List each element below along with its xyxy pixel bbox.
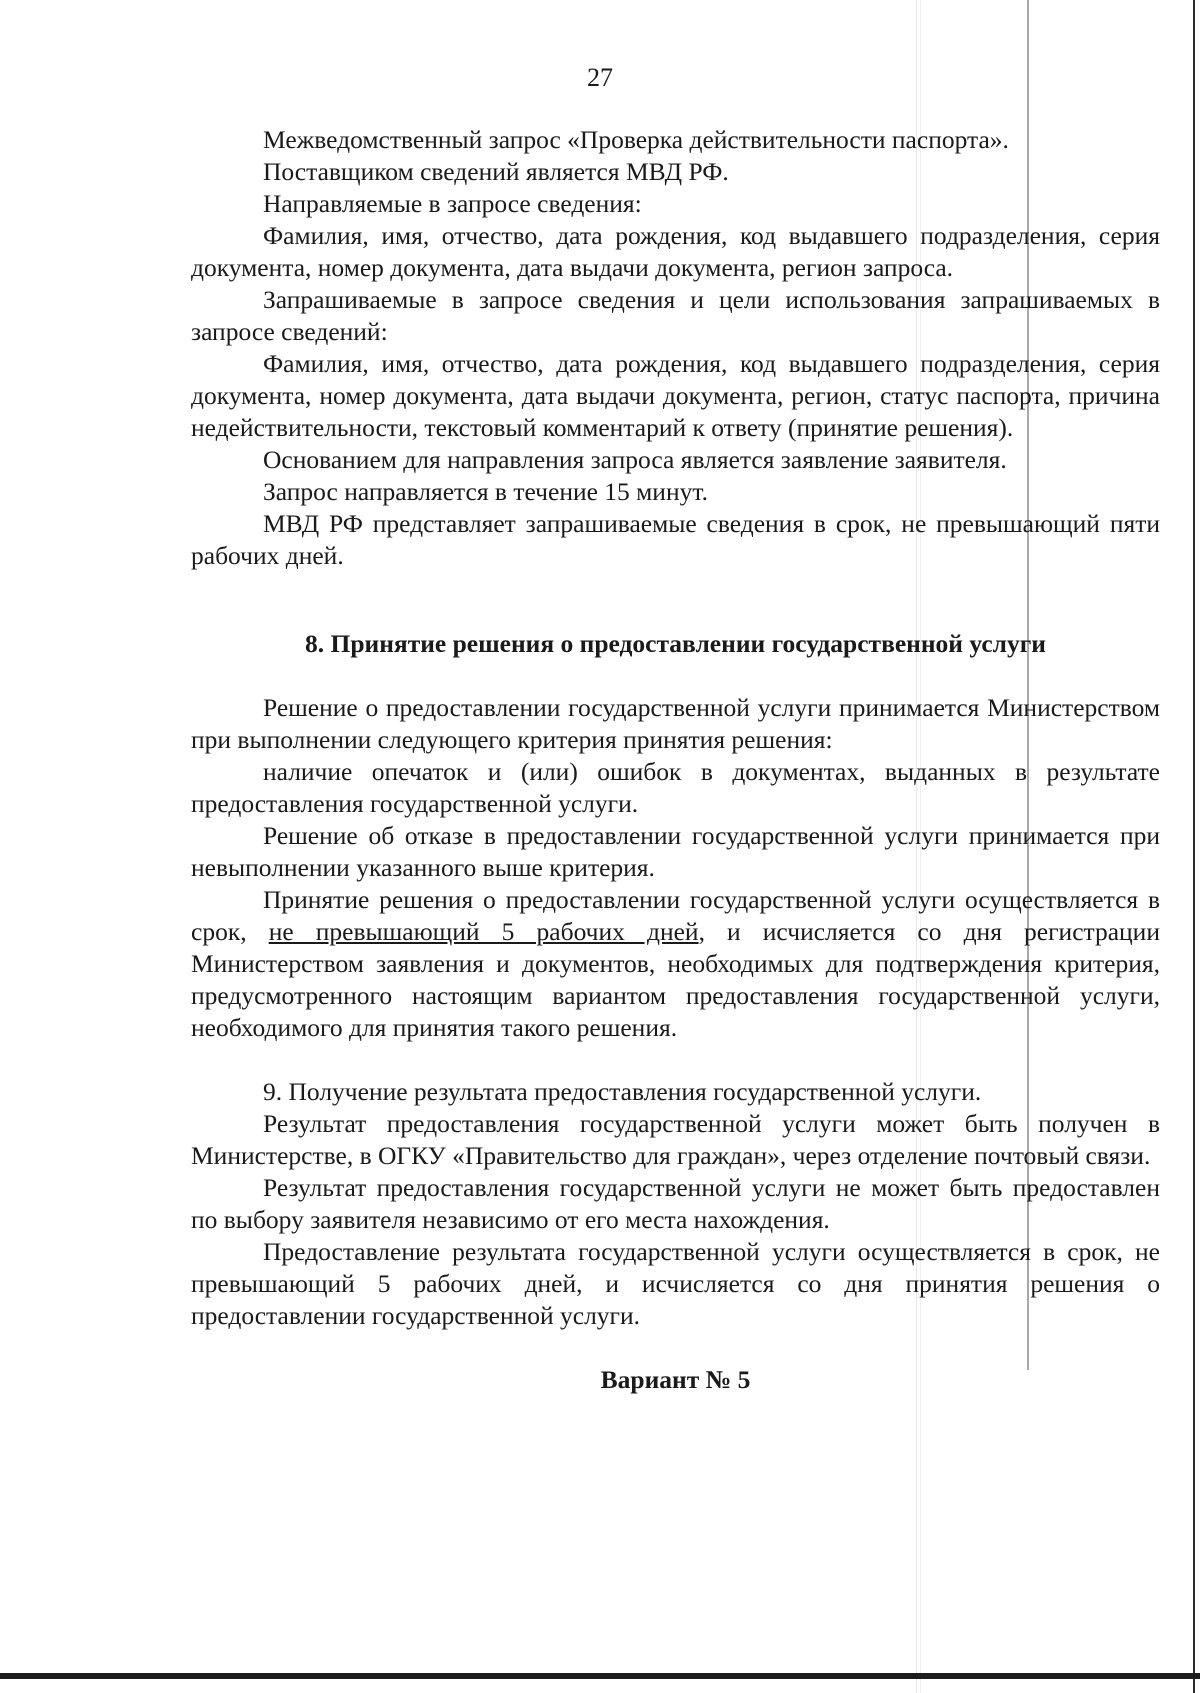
paragraph: Фамилия, имя, отчество, дата рождения, код выдавшего подразделения, серия документа, номер документа, дата выдачи документа, регион запроса. [191,221,1160,282]
spacer [191,660,1160,692]
paragraph: МВД РФ представляет запрашиваемые сведения в срок, не превышающий пяти рабочих дней. [191,509,1160,570]
spacer [191,572,1160,628]
paragraph: Направляемые в запросе сведения: [263,189,642,218]
section-9-heading: 9. Получение результата предоставления государственной услуги. [263,1077,982,1106]
spacer [191,1044,1160,1076]
paragraph: Запрашиваемые в запросе сведения и цели использования запрашиваемых в запросе сведений: [191,285,1160,346]
paragraph: Основанием для направления запроса является заявление заявителя. [263,445,1007,474]
term-text-after: , и исчисляется со дня регистрации Министерством заявления и документов, необходимых для подтверждения критерия, предусмотренного настоящим вариантом предоставления государственной услуги, необходимого для принятия такого решения. [191,917,1160,1042]
term-underlined: не превышающий 5 рабочих дней [268,917,699,946]
paragraph: Фамилия, имя, отчество, дата рождения, код выдавшего подразделения, серия документа, номер документа, дата выдачи документа, регион, статус паспорта, причина недействительности, текстовый комментарий к ответу (принятие решения). [191,349,1160,442]
page-edge [0,1673,1200,1679]
spacer [191,1332,1160,1364]
paragraph: Предоставление результата государственной услуги осуществляется в срок, не превышающий 5 рабочих дней, и исчисляется со дня принятия решения о предоставлении государственной услуги. [191,1237,1160,1330]
paragraph: Результат предоставления государственной услуги не может быть предоставлен по выбору заявителя независимо от его места нахождения. [191,1173,1160,1234]
paragraph: наличие опечаток и (или) ошибок в документах, выданных в результате предоставления государственной услуги. [191,757,1160,818]
paragraph: Результат предоставления государственной услуги может быть получен в Министерстве, в ОГКУ «Правительство для граждан», через отделение почтовый связи. [191,1109,1160,1170]
variant-heading: Вариант № 5 [600,1365,751,1394]
paragraph: Решение об отказе в предоставлении государственной услуги принимается при невыполнении указанного выше критерия. [191,821,1160,882]
paragraph: Запрос направляется в течение 15 минут. [263,477,708,506]
term-paragraph [191,884,1160,1044]
page-number: 27 [587,63,613,92]
paragraph: Межведомственный запрос «Проверка действительности паспорта». [263,125,1009,154]
term-text-before: Принятие решения о предоставлении государственной услуги осуществляется в срок, [191,885,1160,946]
page-edge [1193,0,1195,1693]
section-8-heading: 8. Принятие решения о предоставлении государственной услуги [305,629,1046,658]
paragraph: Поставщиком сведений является МВД РФ. [263,157,729,186]
paragraph: Решение о предоставлении государственной услуги принимается Министерством при выполнении следующего критерия принятия решения: [191,693,1160,754]
document-body [191,124,1160,1396]
